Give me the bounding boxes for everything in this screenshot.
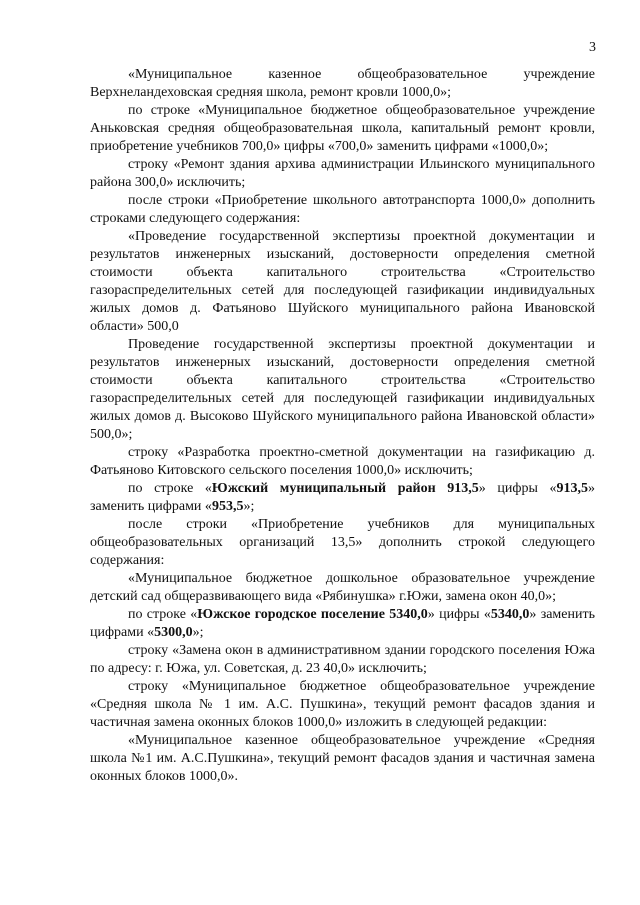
paragraph-p12 — [90, 642, 595, 678]
paragraph-text: строку «Муниципальное бюджетное общеобразовательное учреждение «Средняя школа № 1 им. А.С. Пушкина», текущий ремонт фасадов здания и частичная замена оконных блоков 1000,0» изложить в следующей редакции: — [90, 679, 595, 730]
paragraph-text: по строке « — [128, 607, 198, 622]
paragraph-text: строку «Ремонт здания архива администрации Ильинского муниципального района 300,0» исключить; — [90, 157, 595, 190]
bold-text: 5340,0 — [490, 607, 530, 622]
paragraph-text: по строке «Муниципальное бюджетное общеобразовательное учреждение Аньковская средняя общеобразовательная школа, капитальный ремонт кровли, приобретение учебников 700,0» цифры «700,0» заменить цифрами «1000,0»; — [90, 103, 595, 154]
paragraph-text: по строке « — [128, 481, 212, 496]
paragraph-p1 — [90, 66, 595, 102]
paragraph-text: » цифры « — [427, 607, 491, 622]
paragraph-text: «Муниципальное казенное общеобразовательное учреждение «Средняя школа №1 им. А.С.Пушкина», текущий ремонт фасадов здания и частичная замена оконных блоков 1000,0». — [90, 733, 595, 784]
paragraph-p3 — [90, 156, 595, 192]
paragraph-text: » заменить цифрами « — [90, 481, 595, 514]
paragraph-text: после строки «Приобретение школьного автотранспорта 1000,0» дополнить строками следующего содержания: — [90, 193, 595, 226]
bold-text: Южский муниципальный район 913,5 — [211, 481, 479, 496]
paragraph-p6 — [90, 336, 595, 444]
paragraph-p10 — [90, 570, 595, 606]
paragraph-text: » цифры « — [478, 481, 557, 496]
page-number: 3 — [589, 40, 596, 55]
paragraph-text: »; — [243, 499, 255, 514]
paragraph-text: Проведение государственной экспертизы проектной документации и результатов инженерных изысканий, достоверности определения сметной стоимости объекта капитального строительства «Строительство газораспределительных сетей для последующей газификации индивидуальных жилых домов д. Высоково Шуйского муниципального района Ивановской области» 500,0»; — [90, 337, 595, 442]
paragraph-text: после строки «Приобретение учебников для муниципальных общеобразовательных организаций 13,5» дополнить строкой следующего содержания: — [90, 517, 595, 568]
paragraph-p11 — [90, 606, 595, 642]
paragraph-p2 — [90, 102, 595, 156]
paragraph-text: »; — [192, 625, 204, 640]
paragraph-text: «Проведение государственной экспертизы проектной документации и результатов инженерных изысканий, достоверности определения сметной стоимости объекта капитального строительства «Строительство газораспределительных сетей для последующей газификации индивидуальных жилых домов д. Фатьяново Шуйского муниципального района Ивановской области» 500,0 — [90, 229, 595, 334]
paragraph-p4 — [90, 192, 595, 228]
bold-text: Южское городское поселение 5340,0 — [197, 607, 428, 622]
paragraph-p8 — [90, 480, 595, 516]
bold-text: 5300,0 — [154, 625, 193, 640]
paragraph-p7 — [90, 444, 595, 480]
paragraph-text: строку «Разработка проектно-сметной документации на газификацию д. Фатьяново Китовского сельского поселения 1000,0» исключить; — [90, 445, 595, 478]
paragraph-text: строку «Замена окон в административном здании городского поселения Южа по адресу: г. Южа, ул. Советская, д. 23 40,0» исключить; — [90, 643, 595, 676]
paragraph-p14 — [90, 732, 595, 786]
paragraph-p9 — [90, 516, 595, 570]
paragraph-text: «Муниципальное казенное общеобразовательное учреждение Верхнеландеховская средняя школа, ремонт кровли 1000,0»; — [90, 67, 595, 100]
document-body — [90, 66, 595, 786]
bold-text: 953,5 — [211, 499, 244, 514]
paragraph-text: » заменить цифрами « — [90, 607, 595, 640]
paragraph-text: «Муниципальное бюджетное дошкольное образовательное учреждение детский сад общеразвивающего вида «Рябинушка» г.Южи, замена окон 40,0»; — [90, 571, 595, 604]
bold-text: 913,5 — [556, 481, 588, 496]
paragraph-p5 — [90, 228, 595, 336]
paragraph-p13 — [90, 678, 595, 732]
